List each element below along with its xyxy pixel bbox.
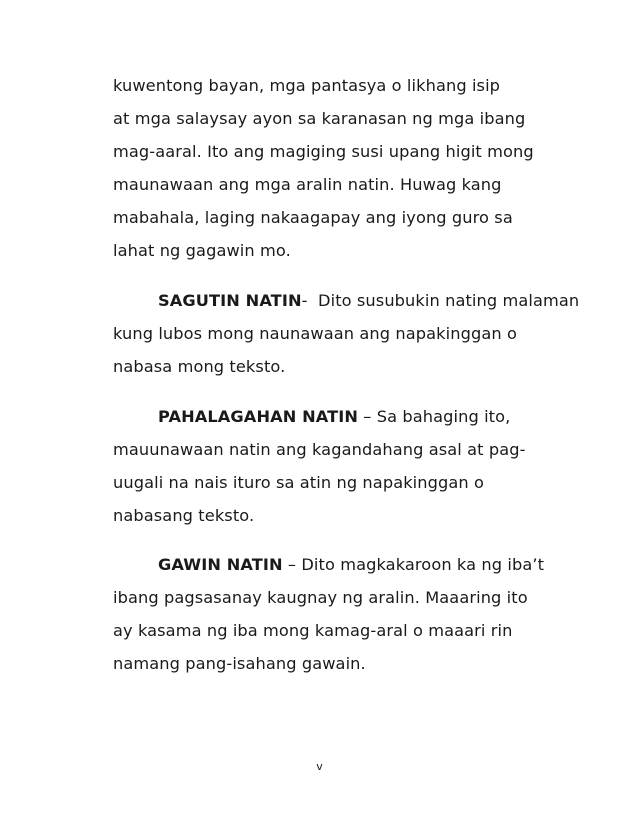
paragraph-line: namang pang-isahang gawain. <box>113 654 366 673</box>
paragraph-line: nabasang teksto. <box>113 506 255 525</box>
gawin-natin-paragraph <box>113 548 583 680</box>
paragraph-first-line <box>113 400 583 433</box>
section-heading-gawin-natin: GAWIN NATIN <box>158 555 283 574</box>
pahalagahan-natin-paragraph <box>113 400 583 532</box>
paragraph-line: kung lubos mong naunawaan ang napakinggan o <box>113 324 517 343</box>
intro-continuation-paragraph <box>113 69 583 267</box>
paragraph-line: ibang pagsasanay kaugnay ng aralin. Maaaring ito <box>113 588 528 607</box>
paragraph-line: mag-aaral. Ito ang magiging susi upang higit mong <box>113 142 534 161</box>
paragraph-line: uugali na nais ituro sa atin ng napakinggan o <box>113 473 485 492</box>
section-heading-sagutin-natin: SAGUTIN NATIN <box>158 291 302 310</box>
paragraph-line: lahat ng gagawin mo. <box>113 241 291 260</box>
paragraph-line: maunawaan ang mga aralin natin. Huwag kang <box>113 175 502 194</box>
sagutin-natin-paragraph <box>113 284 583 383</box>
paragraph-line: ay kasama ng iba mong kamag-aral o maaari rin <box>113 621 513 640</box>
paragraph-first-line <box>113 548 583 581</box>
paragraph-line: at mga salaysay ayon sa karanasan ng mga ibang <box>113 109 526 128</box>
paragraph-line: nabasa mong teksto. <box>113 357 286 376</box>
heading-trailing-text: – Sa bahaging ito, <box>358 407 511 426</box>
heading-trailing-text: – Dito magkakaroon ka ng iba’t <box>282 555 545 574</box>
paragraph-line: mauunawaan natin ang kagandahang asal at pag- <box>113 440 526 459</box>
page-number: v <box>316 760 323 773</box>
paragraph-line: kuwentong bayan, mga pantasya o likhang isip <box>113 76 501 95</box>
paragraph-line: mabahala, laging nakaagapay ang iyong guro sa <box>113 208 513 227</box>
section-heading-pahalagahan-natin: PAHALAGAHAN NATIN <box>158 407 359 426</box>
paragraph-first-line <box>113 284 583 317</box>
heading-trailing-text: - Dito susubukin nating malaman <box>301 291 580 310</box>
